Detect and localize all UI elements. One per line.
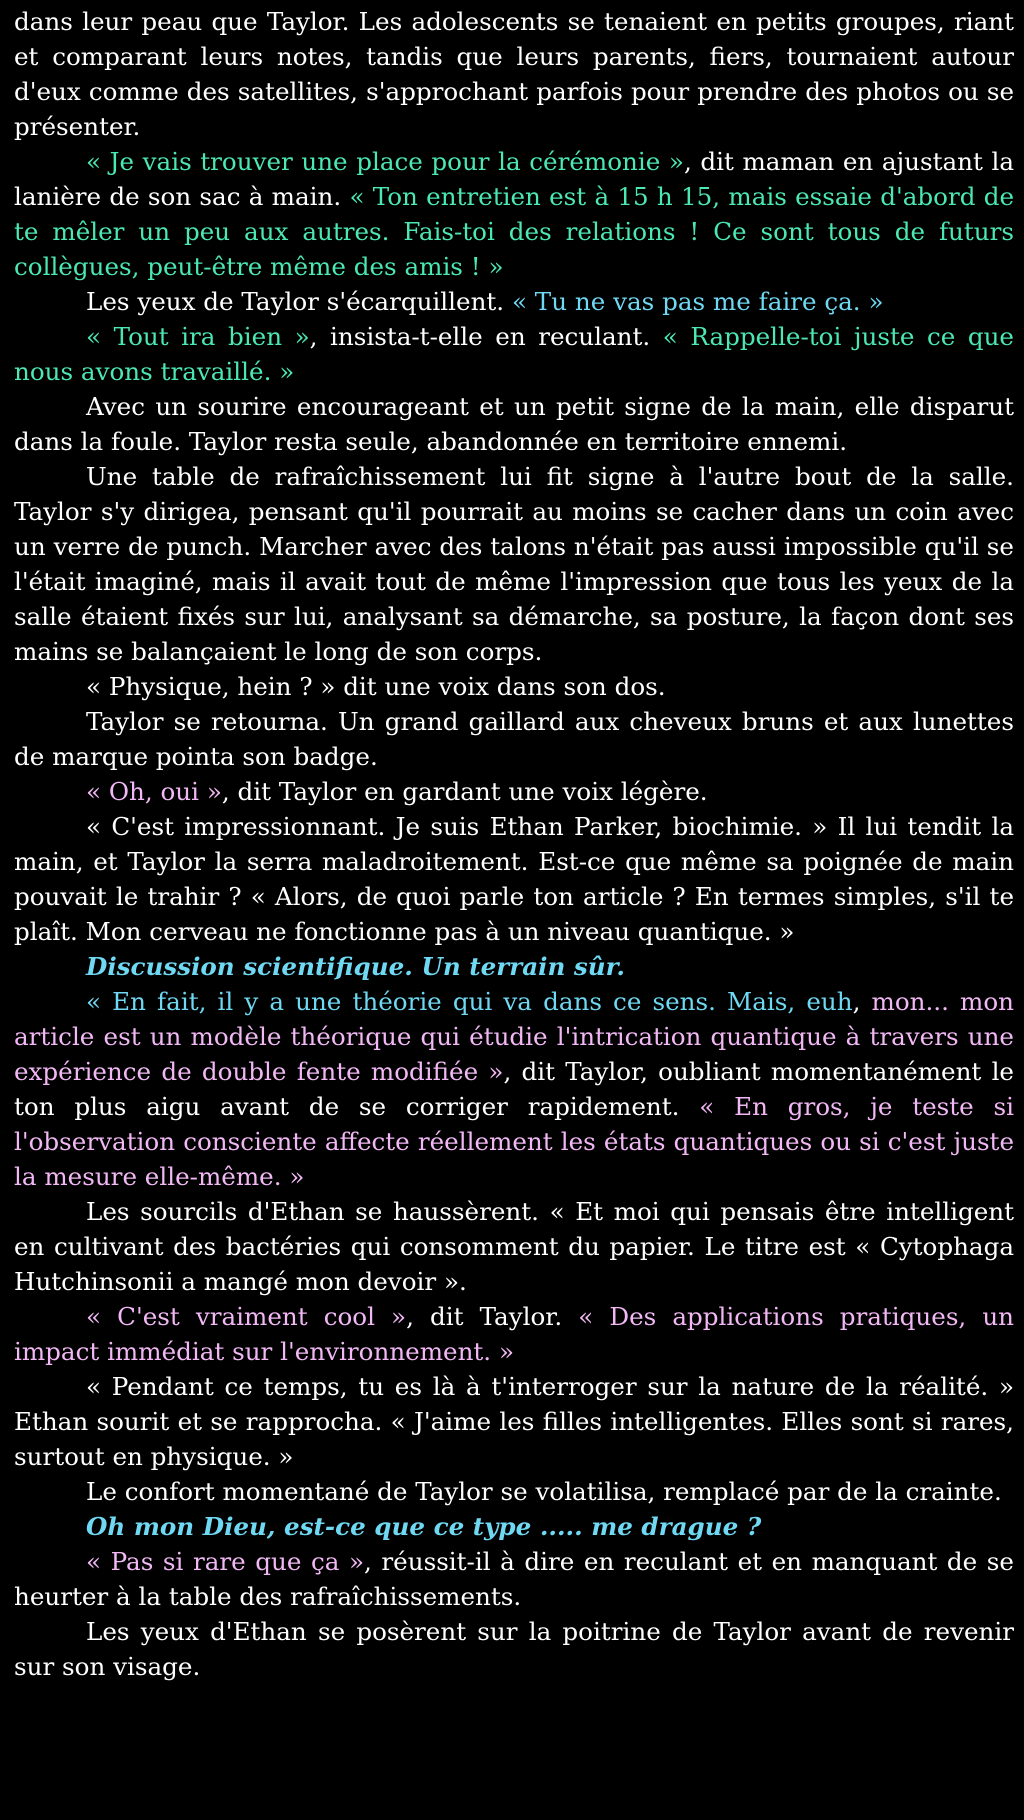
narration-text: , dit Taylor, oubliant momentanément le ton plus aigu avant de se corriger rapidement. [14, 1057, 1014, 1121]
narration-text: , insista-t-elle en reculant. [309, 322, 663, 351]
inner-thought: Oh mon Dieu, est-ce que ce type ..... me drague ? [86, 1512, 762, 1541]
story-paragraph [14, 4, 1014, 144]
narration-text: « Physique, hein ? » dit une voix dans son dos. [86, 672, 666, 701]
story-paragraph [14, 144, 1014, 284]
narration-text: Les sourcils d'Ethan se haussèrent. « Et moi qui pensais être intelligent en cultivant des bactéries qui consomment du papier. Le titre est « Cytophaga Hutchinsonii a mangé mon devoir ». [14, 1197, 1014, 1296]
narration-text: dans leur peau que Taylor. Les adolescents se tenaient en petits groupes, riant et comparant leurs notes, tandis que leurs parents, fiers, tournaient autour d'eux comme des satellites, s'approchant parfois pour prendre des photos ou se présenter. [14, 7, 1014, 141]
narration-text: Les yeux de Taylor s'écarquillent. [86, 287, 512, 316]
story-paragraph [14, 949, 1014, 984]
story-paragraph [14, 774, 1014, 809]
narration-text: , [852, 987, 872, 1016]
mom-dialogue: « Ton entretien est à 15 h 15, mais essaie d'abord de te mêler un peu aux autres. Fais-toi des relations ! Ce sont tous de futurs collègues, peut-être même des amis ! » [14, 182, 1015, 281]
narration-text: Une table de rafraîchissement lui fit signe à l'autre bout de la salle. Taylor s'y dirigea, pensant qu'il pourrait au moins se cacher dans un coin avec un verre de punch. Marcher avec des talons n'était pas aussi impossible qu'il se l'était imaginé, mais il avait tout de même l'impression que tous les yeux de la salle étaient fixés sur lui, analysant sa démarche, sa posture, la façon dont ses mains se balançaient le long de son corps. [14, 462, 1014, 666]
story-paragraph [14, 809, 1014, 949]
story-paragraph [14, 284, 1014, 319]
story-paragraph [14, 1544, 1014, 1614]
narration-text: « Pendant ce temps, tu es là à t'interroger sur la nature de la réalité. » Ethan sourit et se rapprocha. « J'aime les filles intelligentes. Elles sont si rares, surtout en physique. » [14, 1372, 1014, 1471]
narration-text: Le confort momentané de Taylor se volatilisa, remplacé par de la crainte. [86, 1477, 1002, 1506]
story-paragraph [14, 704, 1014, 774]
taylor-dialogue: « Tu ne vas pas me faire ça. » [511, 287, 884, 316]
story-paragraph [14, 1299, 1014, 1369]
taylor-dialogue: mon... mon article est un modèle théorique qui étudie l'intrication quantique à travers une expérience de double fente modifiée » [14, 987, 1014, 1086]
inner-thought: Discussion scientifique. Un terrain sûr. [86, 952, 625, 981]
story-paragraph [14, 669, 1014, 704]
narration-text: , réussit-il à dire en reculant et en manquant de se heurter à la table des rafraîchissements. [14, 1547, 1014, 1611]
story-paragraph [14, 1369, 1014, 1474]
mom-dialogue: « Tout ira bien » [86, 322, 310, 351]
mom-dialogue: « Rappelle-toi juste ce que nous avons travaillé. » [14, 322, 1014, 386]
story-paragraph [14, 1474, 1014, 1509]
taylor-dialogue: « Pas si rare que ça » [86, 1547, 365, 1576]
narration-text: « C'est impressionnant. Je suis Ethan Parker, biochimie. » Il lui tendit la main, et Taylor la serra maladroitement. Est-ce que même sa poignée de main pouvait le trahir ? « Alors, de quoi parle ton article ? En termes simples, s'il te plaît. Mon cerveau ne fonctionne pas à un niveau quantique. » [14, 812, 1014, 946]
taylor-dialogue: « C'est vraiment cool » [86, 1302, 407, 1331]
taylor-dialogue: « Des applications pratiques, un impact immédiat sur l'environnement. » [14, 1302, 1015, 1366]
narration-text: , dit maman en ajustant la lanière de son sac à main. [14, 147, 1014, 211]
narration-text: , dit Taylor. [406, 1302, 579, 1331]
taylor-dialogue: « En fait, il y a une théorie qui va dans ce sens. Mais, euh [86, 987, 853, 1016]
narration-text: Les yeux d'Ethan se posèrent sur la poitrine de Taylor avant de revenir sur son visage. [14, 1617, 1014, 1681]
story-paragraph [14, 389, 1014, 459]
narration-text: Avec un sourire encourageant et un petit signe de la main, elle disparut dans la foule. Taylor resta seule, abandonnée en territoire ennemi. [14, 392, 1014, 456]
story-paragraph [14, 1509, 1014, 1544]
story-paragraph [14, 319, 1014, 389]
narration-text: Taylor se retourna. Un grand gaillard aux cheveux bruns et aux lunettes de marque pointa son badge. [14, 707, 1014, 771]
story-paragraph [14, 984, 1014, 1194]
taylor-dialogue: « Oh, oui » [86, 777, 222, 806]
story-paragraph [14, 1194, 1014, 1299]
narration-text: , dit Taylor en gardant une voix légère. [221, 777, 708, 806]
story-paragraph [14, 459, 1014, 669]
taylor-dialogue: « En gros, je teste si l'observation consciente affecte réellement les états quantiques ou si c'est juste la mesure elle-même. » [14, 1092, 1014, 1191]
mom-dialogue: « Je vais trouver une place pour la cérémonie » [86, 147, 684, 176]
story-paragraph [14, 1614, 1014, 1684]
